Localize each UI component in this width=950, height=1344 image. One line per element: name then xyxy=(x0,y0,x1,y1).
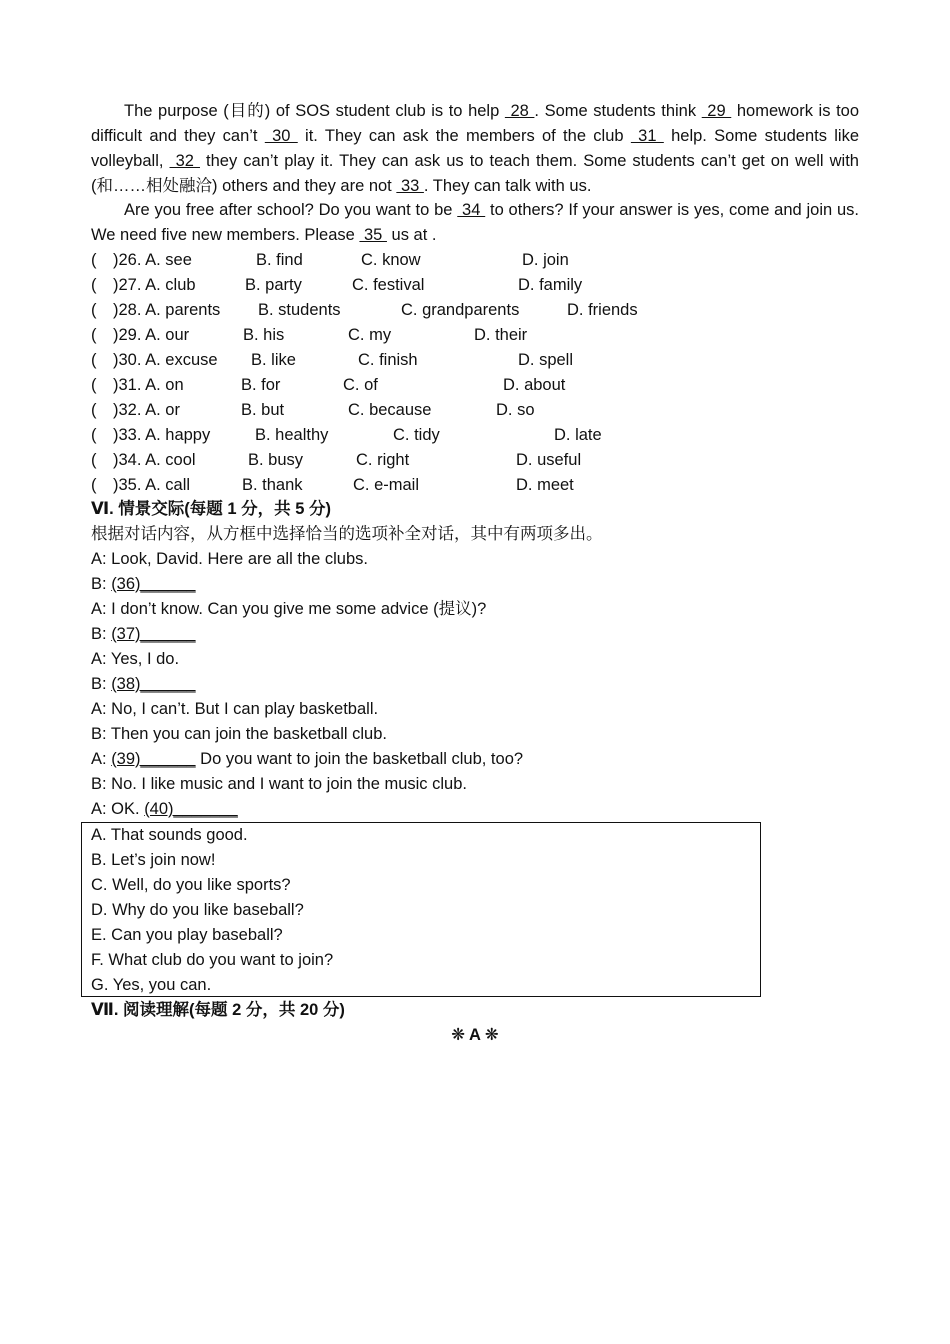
dialogue-line xyxy=(91,572,196,597)
section-6-instruction: 根据对话内容，从方框中选择恰当的选项补全对话，其中有两项多出。 xyxy=(91,525,603,543)
blank-40: (40)_______ xyxy=(144,800,238,818)
dialogue-text: Do you want to join the basketball club, too? xyxy=(195,750,524,768)
blank-36: (36)______ xyxy=(111,575,196,593)
dialogue-line xyxy=(91,797,238,822)
dialogue-line xyxy=(91,722,387,747)
blank-34: 34 xyxy=(457,201,486,219)
option-a: ( )35. A. call xyxy=(91,476,191,494)
dialogue-line xyxy=(91,772,467,797)
option-c: C. because xyxy=(348,401,432,419)
dialogue-text: B: Then you can join the basketball club. xyxy=(91,725,387,743)
dialogue-line xyxy=(91,622,196,647)
option-d: D. join xyxy=(522,251,569,269)
option-c: C. finish xyxy=(358,351,418,369)
option-c: C. know xyxy=(361,251,421,269)
dialogue-text: A: OK. xyxy=(91,800,145,818)
option-d: D. late xyxy=(554,426,602,444)
passage-text: it. They can ask the members of the club xyxy=(297,127,631,145)
blank-31: 31 xyxy=(630,127,664,145)
dialogue-text: A: Look, David. Here are all the clubs. xyxy=(91,550,368,568)
option-a: ( )33. A. happy xyxy=(91,426,211,444)
option-c: C. tidy xyxy=(393,426,440,444)
box-option: G. Yes, you can. xyxy=(91,976,212,994)
option-b: B. thank xyxy=(242,476,303,494)
passage-text: they can’t play it. They can ask us to teach them. Some students can’t get on well with (和……相处融洽) others and they are not xyxy=(91,152,859,195)
option-a: ( )27. A. club xyxy=(91,276,196,294)
option-a: ( )29. A. our xyxy=(91,326,190,344)
dialogue-line xyxy=(91,547,368,572)
passage-text: Are you free after school? Do you want to be xyxy=(124,201,458,219)
passage-text: to others? If your answer is yes, come and join us. We need five new members. Please xyxy=(91,201,859,244)
option-b: B. healthy xyxy=(255,426,329,444)
option-b: B. party xyxy=(245,276,302,294)
dialogue-line xyxy=(91,597,486,622)
passage-text: . Some students think xyxy=(534,102,702,120)
passage-paragraph-1 xyxy=(91,99,859,199)
blank-35: 35 xyxy=(359,226,387,244)
option-a: ( )34. A. cool xyxy=(91,451,196,469)
part-a-heading: ❋ A ❋ xyxy=(451,1026,499,1044)
box-option: E. Can you play baseball? xyxy=(91,926,283,944)
options-box xyxy=(81,822,761,997)
blank-29: 29 xyxy=(701,102,732,120)
section-7-title: Ⅶ. 阅读理解(每题 2 分，共 20 分) xyxy=(91,1001,345,1019)
blank-28: 28 xyxy=(504,102,535,120)
option-c: C. grandparents xyxy=(401,301,520,319)
option-d: D. family xyxy=(518,276,583,294)
passage-text: The purpose (目的) of SOS student club is to help xyxy=(124,102,505,120)
option-d: D. friends xyxy=(567,301,638,319)
option-b: B. find xyxy=(256,251,303,269)
option-c: C. my xyxy=(348,326,392,344)
passage-text: . They can talk with us. xyxy=(423,177,592,195)
option-d: D. meet xyxy=(516,476,574,494)
option-a: ( )30. A. excuse xyxy=(91,351,218,369)
dialogue-text: A: xyxy=(91,750,112,768)
dialogue-line xyxy=(91,747,523,772)
option-b: B. but xyxy=(241,401,285,419)
option-c: C. festival xyxy=(352,276,425,294)
dialogue-text: A: Yes, I do. xyxy=(91,650,180,668)
dialogue-line xyxy=(91,697,378,722)
box-option: B. Let’s join now! xyxy=(91,851,216,869)
option-a: ( )31. A. on xyxy=(91,376,184,394)
dialogue-text: B: xyxy=(91,675,112,693)
dialogue-text: B: xyxy=(91,625,112,643)
dialogue-text: B: No. I like music and I want to join the music club. xyxy=(91,775,467,793)
blank-33: 33 xyxy=(396,177,424,195)
option-b: B. his xyxy=(243,326,285,344)
passage-text: help. Some students like volleyball, xyxy=(91,127,859,170)
option-c: C. right xyxy=(356,451,410,469)
option-d: D. spell xyxy=(518,351,574,369)
passage-text: us at . xyxy=(386,226,437,244)
option-d: D. useful xyxy=(516,451,582,469)
blank-30: 30 xyxy=(264,127,298,145)
dialogue-text: B: xyxy=(91,575,112,593)
option-b: B. for xyxy=(241,376,281,394)
blank-37: (37)______ xyxy=(111,625,196,643)
option-b: B. busy xyxy=(248,451,304,469)
option-a: ( )28. A. parents xyxy=(91,301,221,319)
dialogue-text: A: I don’t know. Can you give me some advice (提议)? xyxy=(91,600,487,618)
option-c: C. e-mail xyxy=(353,476,420,494)
passage-paragraph-2 xyxy=(91,198,859,248)
option-a: ( )32. A. or xyxy=(91,401,180,419)
box-option: A. That sounds good. xyxy=(91,826,248,844)
section-6-title: Ⅵ. 情景交际(每题 1 分，共 5 分) xyxy=(91,500,331,518)
box-option: D. Why do you like baseball? xyxy=(91,901,304,919)
dialogue-line xyxy=(91,647,179,672)
option-b: B. like xyxy=(251,351,296,369)
blank-38: (38)______ xyxy=(111,675,196,693)
option-d: D. their xyxy=(474,326,528,344)
box-option: C. Well, do you like sports? xyxy=(91,876,291,894)
passage-text: homework is too difficult and they can’t xyxy=(91,102,860,145)
blank-39: (39)______ xyxy=(111,750,196,768)
option-d: D. so xyxy=(496,401,535,419)
box-option: F. What club do you want to join? xyxy=(91,951,334,969)
option-a: ( )26. A. see xyxy=(91,251,192,269)
option-b: B. students xyxy=(258,301,341,319)
option-c: C. of xyxy=(343,376,378,394)
blank-32: 32 xyxy=(169,152,200,170)
dialogue-text: A: No, I can’t. But I can play basketball. xyxy=(91,700,379,718)
option-d: D. about xyxy=(503,376,566,394)
dialogue-line xyxy=(91,672,196,697)
